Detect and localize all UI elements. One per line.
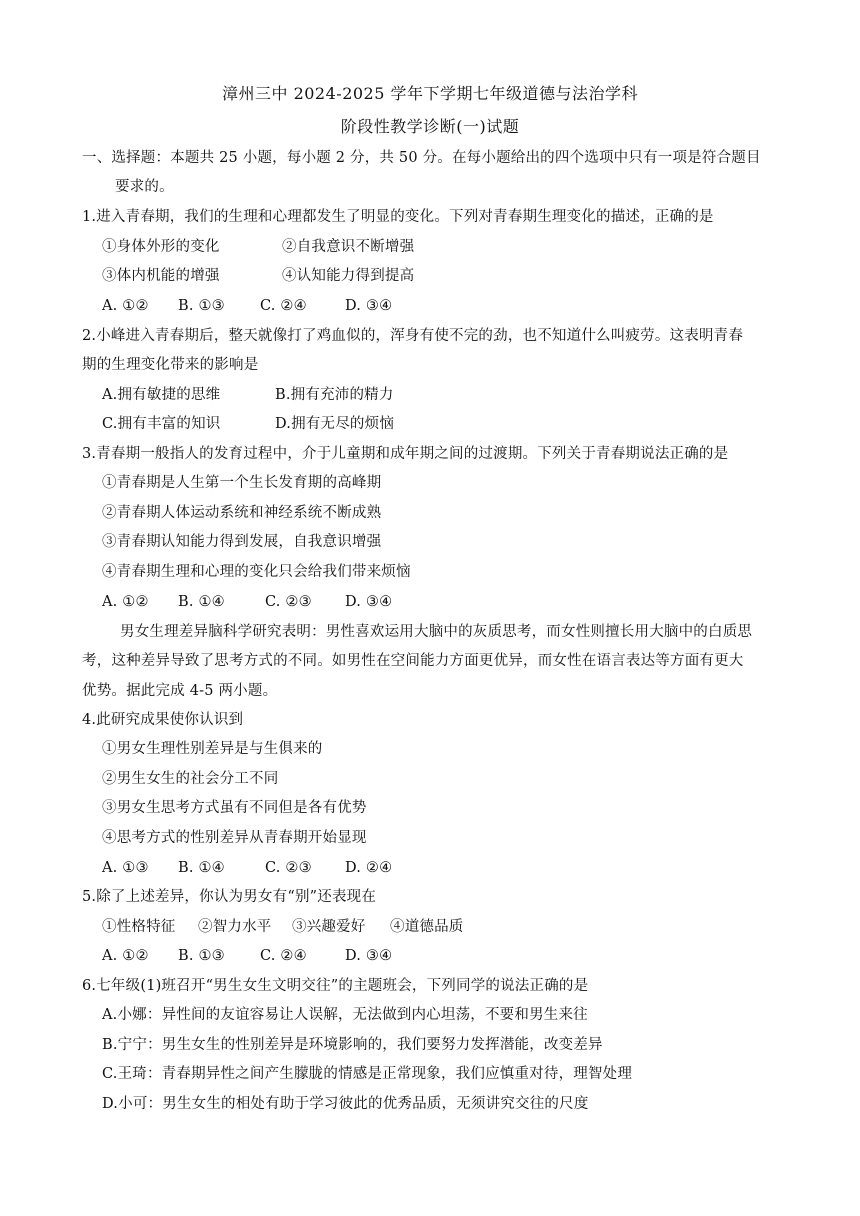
question-2-option-a: A.拥有敏捷的思维 [102,387,221,403]
question-5-statement-3: ③兴趣爱好 [292,919,366,935]
question-2-option-c: C.拥有丰富的知识 [102,416,221,432]
section-instructions: 一、选择题：本题共 25 小题，每小题 2 分，共 50 分。在每小题给出的四个选项中只有一项是符合题目 [82,150,761,166]
question-4-statement-2: ②男生女生的社会分工不同 [102,771,279,787]
question-6-option-d: D.小可：男生女生的相处有助于学习彼此的优秀品质，无须讲究交往的尺度 [102,1096,589,1112]
question-3-option-d: D. ③④ [345,594,393,610]
question-4-option-c: C. ②③ [265,860,312,876]
section-instructions-cont: 要求的。 [115,179,174,195]
question-4-option-a: A. ①③ [102,860,149,876]
question-4-statement-1: ①男女生理性别差异是与生俱来的 [102,741,323,757]
question-3-statement-1: ①青春期是人生第一个生长发育期的高峰期 [102,475,382,491]
question-1-statement-4: ④认知能力得到提高 [282,268,415,284]
exam-title: 漳州三中 2024-2025 学年下学期七年级道德与法治学科 [221,84,639,103]
question-2-stem: 2.小峰进入青春期后，整天就像打了鸡血似的，浑身有使不完的劲，也不知道什么叫疲劳。这表明青春 [82,328,744,344]
reading-material-cont-2: 优势。据此完成 4-5 两小题。 [82,683,278,699]
question-6-option-b: B.宁宁：男生女生的性别差异是环境影响的，我们要努力发挥潜能，改变差异 [102,1037,603,1053]
question-2-option-b: B.拥有充沛的精力 [275,387,394,403]
question-1-option-b: B. ①③ [178,298,225,314]
question-5-statement-2: ②智力水平 [198,919,272,935]
question-1-statement-2: ②自我意识不断增强 [282,239,415,255]
question-1-statement-1: ①身体外形的变化 [102,239,220,255]
question-2-stem-cont: 期的生理变化带来的影响是 [82,357,259,373]
question-3-option-b: B. ①④ [178,594,225,610]
reading-material: 男女生理差异脑科学研究表明：男性喜欢运用大脑中的灰质思考，而女性则擅长用大脑中的白质思 [120,624,753,640]
question-5-stem: 5.除了上述差异，你认为男女有“别”还表现在 [82,889,377,905]
question-5-option-b: B. ①③ [178,948,225,964]
question-6-option-a: A.小娜：异性间的友谊容易让人误解，无法做到内心坦荡，不要和男生来往 [102,1007,588,1023]
question-5-option-d: D. ③④ [345,948,393,964]
question-5-statement-4: ④道德品质 [390,919,464,935]
question-4-option-b: B. ①④ [178,860,225,876]
exam-subtitle: 阶段性教学诊断(一)试题 [340,117,520,136]
question-4-statement-3: ③男女生思考方式虽有不同但是各有优势 [102,800,367,816]
question-6-stem: 6.七年级(1)班召开“男生女生文明交往”的主题班会，下列同学的说法正确的是 [82,978,589,994]
question-3-statement-3: ③青春期认知能力得到发展，自我意识增强 [102,534,382,550]
question-5-option-a: A. ①② [102,948,149,964]
question-4-statement-4: ④思考方式的性别差异从青春期开始显现 [102,830,367,846]
question-1-option-a: A. ①② [102,298,149,314]
question-5-option-c: C. ②④ [260,948,307,964]
question-3-stem: 3.青春期一般指人的发育过程中，介于儿童期和成年期之间的过渡期。下列关于青春期说法正确的是 [82,446,729,462]
question-2-option-d: D.拥有无尽的烦恼 [275,416,395,432]
question-3-statement-2: ②青春期人体运动系统和神经系统不断成熟 [102,505,382,521]
question-3-option-c: C. ②③ [265,594,312,610]
question-1-stem: 1.进入青春期，我们的生理和心理都发生了明显的变化。下列对青春期生理变化的描述，正确的是 [82,209,714,225]
question-1-statement-3: ③体内机能的增强 [102,268,220,284]
question-3-option-a: A. ①② [102,594,149,610]
question-1-option-d: D. ③④ [345,298,393,314]
question-5-statement-1: ①性格特征 [102,919,176,935]
question-4-stem: 4.此研究成果使你认识到 [82,712,244,728]
question-6-option-c: C.王琦：青春期异性之间产生朦胧的情感是正常现象，我们应慎重对待，理智处理 [102,1066,633,1082]
reading-material-cont-1: 考，这种差异导致了思考方式的不同。如男性在空间能力方面更优异，而女性在语言表达等方面有更大 [82,653,744,669]
question-1-option-c: C. ②④ [260,298,307,314]
question-4-option-d: D. ②④ [345,860,393,876]
question-3-statement-4: ④青春期生理和心理的变化只会给我们带来烦恼 [102,564,411,580]
